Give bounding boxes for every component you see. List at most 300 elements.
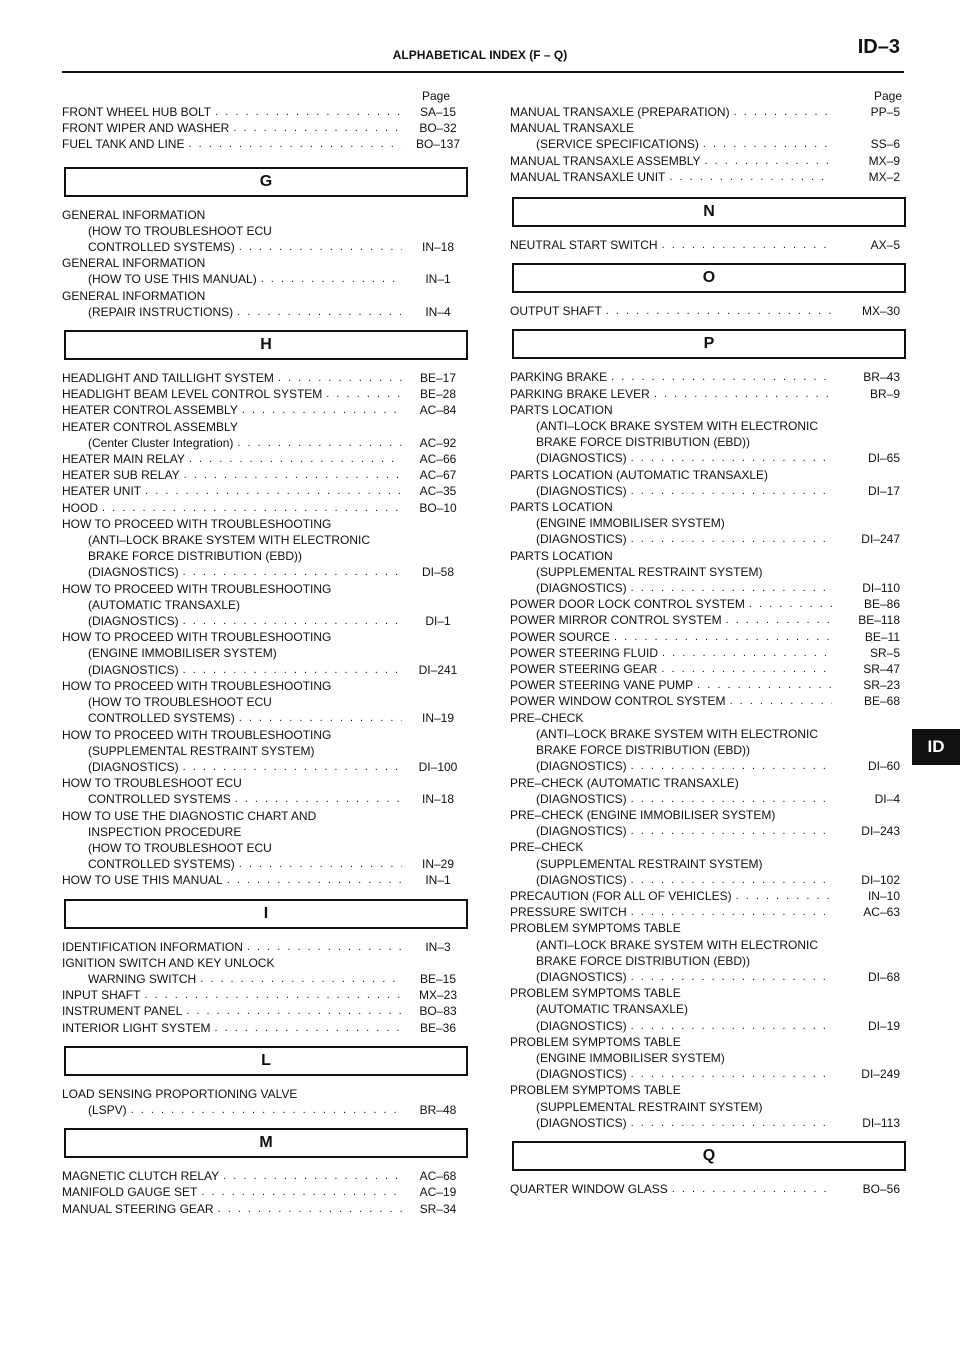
index-entry-line: (AUTOMATIC TRANSAXLE) [536,1002,689,1017]
dot-leader [184,467,402,483]
section-letter: O [702,269,716,287]
entry-title: HEADLIGHT BEAM LEVEL CONTROL SYSTEM [62,387,323,402]
index-entry [510,661,908,677]
section-letter: Q [702,1146,716,1164]
index-entry [62,402,470,418]
index-entry-line: PRE–CHECK (AUTOMATIC TRANSAXLE) [510,775,739,790]
entry-title: CONTROLLED SYSTEMS) [88,240,235,255]
index-entry [510,531,908,547]
entry-title: (DIAGNOSTICS) [88,662,179,677]
dot-leader [631,969,832,985]
entry-title: PARKING BRAKE LEVER [510,386,650,401]
index-entry [62,872,470,888]
index-entry-line: PARTS LOCATION [510,548,613,563]
page-ref: BE–17 [419,371,457,386]
entry-title: MANUAL TRANSAXLE UNIT [510,169,666,184]
page-ref: DI–4 [874,791,900,806]
index-entry [62,613,470,629]
index-entry [62,987,470,1003]
index-entry [510,791,908,807]
index-entry [510,677,908,693]
page-title: ALPHABETICAL INDEX (F – Q) [392,48,568,62]
entry-title: MANUAL TRANSAXLE ASSEMBLY [510,153,701,168]
dot-leader [183,759,402,775]
entry-title: PRECAUTION (FOR ALL OF VEHICLES) [510,888,732,903]
entry-title: HEATER SUB RELAY [62,468,180,483]
index-entry-line: HOW TO USE THE DIAGNOSTIC CHART AND [62,808,317,823]
dot-leader [247,939,402,955]
page-ref: PP–5 [870,105,900,119]
entry-title: (DIAGNOSTICS) [536,969,627,984]
section-letter: P [703,335,715,353]
page-code: ID–3 [857,36,900,58]
entry-title: IDENTIFICATION INFORMATION [62,939,243,954]
index-entry-line: PRE–CHECK (ENGINE IMMOBILISER SYSTEM) [510,807,776,822]
entry-title: (HOW TO USE THIS MANUAL) [88,272,257,287]
dot-leader [705,153,832,169]
index-entry-line: LOAD SENSING PROPORTIONING VALVE [62,1086,298,1101]
page-ref: AC–63 [863,905,900,920]
dot-leader [183,564,402,580]
dot-leader [661,661,832,677]
index-entry [62,1020,470,1036]
entry-title: PARKING BRAKE [510,370,608,385]
dot-leader [278,370,402,386]
index-entry-line: (SUPPLEMENTAL RESTRAINT SYSTEM) [536,1099,763,1114]
dot-leader [237,435,402,451]
entry-title: CONTROLLED SYSTEMS [88,792,231,807]
index-entry [62,662,470,678]
index-entry [510,645,908,661]
entry-title: (DIAGNOSTICS) [536,824,627,839]
index-entry [510,169,908,185]
left-column [62,88,470,1217]
dot-leader [186,1003,402,1019]
entry-title: (SERVICE SPECIFICATIONS) [536,137,699,152]
entry-title: FUEL TANK AND LINE [62,137,185,152]
page-ref: DI–58 [421,565,455,580]
page-ref: BR–43 [863,370,900,385]
index-entry [62,239,470,255]
dot-leader [631,872,832,888]
dot-leader [144,987,402,1003]
page-ref: BE–11 [864,629,900,644]
dot-leader [233,120,402,136]
section-header-n [512,197,906,227]
index-entry-line: HEATER CONTROL ASSEMBLY [62,419,238,434]
page-ref: IN–29 [421,857,455,872]
index-entry-line: PROBLEM SYMPTOMS TABLE [510,986,681,1001]
index-entry [62,370,470,386]
entry-title: (DIAGNOSTICS) [536,872,627,887]
index-entry [62,104,470,120]
page-ref: SS–6 [870,137,900,152]
index-entry [510,596,908,612]
section-letter: L [261,1051,271,1069]
page-ref: BO–10 [419,500,457,515]
page-ref: IN–19 [421,711,455,726]
page-ref: IN–3 [425,939,451,954]
index-entry-line: PROBLEM SYMPTOMS TABLE [510,1083,681,1098]
section-tab: ID [912,729,960,765]
page-ref: AC–66 [419,452,457,467]
index-entry [510,969,908,985]
page-ref: DI–60 [867,759,900,774]
index-entry [62,500,470,516]
index-entry [62,271,470,287]
dot-leader [239,239,402,255]
page-ref: SR–23 [863,678,900,693]
entry-title: (DIAGNOSTICS) [88,614,179,629]
section-header-p [512,329,906,359]
page-ref: IN–1 [425,873,451,888]
dot-leader [631,823,832,839]
dot-leader [189,451,402,467]
dot-leader [749,596,832,612]
index-entry [510,693,908,709]
entry-title: HEATER MAIN RELAY [62,452,185,467]
index-entry-line: BRAKE FORCE DISTRIBUTION (EBD)) [88,549,303,564]
index-entry [62,939,470,955]
dot-leader [214,1020,402,1036]
index-entry-line: (SUPPLEMENTAL RESTRAINT SYSTEM) [536,564,763,579]
entry-title: MANIFOLD GAUGE SET [62,1185,198,1200]
section-letter: H [260,336,272,354]
page-ref: AC–84 [419,403,457,418]
page-ref: IN–4 [425,304,451,319]
entry-title: (DIAGNOSTICS) [88,759,179,774]
index-entry [62,304,470,320]
entry-title: (REPAIR INSTRUCTIONS) [88,304,234,319]
index-entry [510,1066,908,1082]
page-ref: MX–9 [868,153,900,168]
dot-leader [631,531,832,547]
entry-title: WARNING SWITCH [88,971,197,986]
dot-leader [662,237,832,253]
entry-title: INSTRUMENT PANEL [62,1004,183,1019]
dot-leader [223,1168,402,1184]
entry-title: MANUAL STEERING GEAR [62,1201,214,1216]
section-header-q [512,1141,906,1171]
index-entry [62,1201,470,1217]
index-entry [510,369,908,385]
page-ref: BE–36 [419,1020,457,1035]
entry-title: POWER SOURCE [510,629,611,644]
page-ref: SR–5 [869,645,900,660]
index-entry-line: (SUPPLEMENTAL RESTRAINT SYSTEM) [88,743,315,758]
entry-title: PRESSURE SWITCH [510,905,627,920]
index-entry-line: (ANTI–LOCK BRAKE SYSTEM WITH ELECTRONIC [88,533,371,548]
index-entry-line: (SUPPLEMENTAL RESTRAINT SYSTEM) [536,856,763,871]
page-ref: BO–137 [415,137,461,152]
entry-title: (DIAGNOSTICS) [536,532,627,547]
index-entry [510,612,908,628]
page-ref: MX–23 [418,988,458,1003]
index-entry [510,1018,908,1034]
entry-title: CONTROLLED SYSTEMS) [88,711,235,726]
page-column-header: Page [421,89,450,103]
index-entry-line: HOW TO PROCEED WITH TROUBLESHOOTING [62,516,332,531]
page-ref: DI–110 [862,581,900,596]
dot-leader [606,303,832,319]
entry-title: MANUAL TRANSAXLE (PREPARATION) [510,105,730,119]
index-entry-line: (HOW TO TROUBLESHOOT ECU [88,223,272,238]
page-ref: BR–48 [419,1102,457,1117]
index-entry-line: HOW TO PROCEED WITH TROUBLESHOOTING [62,630,332,645]
dot-leader [218,1201,402,1217]
dot-leader [631,1018,832,1034]
dot-leader [239,710,402,726]
entry-title: (DIAGNOSTICS) [536,791,627,806]
dot-leader [654,386,832,402]
index-entry-line: PRE–CHECK [510,840,584,855]
dot-leader [631,483,832,499]
index-entry-line: PARTS LOCATION [510,500,613,515]
dot-leader [631,1066,832,1082]
dot-leader [697,677,832,693]
dot-leader [631,580,832,596]
dot-leader [227,872,402,888]
page-ref: BO–56 [862,1181,900,1196]
section-letter: M [259,1134,273,1152]
section-header-l [64,1046,468,1076]
dot-leader [631,450,832,466]
index-entry [510,1115,908,1131]
index-entry-line: GENERAL INFORMATION [62,256,206,271]
index-entry [62,1003,470,1019]
entry-title: (LSPV) [88,1102,127,1117]
index-entry-line: GENERAL INFORMATION [62,207,206,222]
dot-leader [631,904,832,920]
entry-title: QUARTER WINDOW GLASS [510,1181,668,1196]
dot-leader [242,402,402,418]
index-entry-line: IGNITION SWITCH AND KEY UNLOCK [62,955,275,970]
index-entry-line: (ANTI–LOCK BRAKE SYSTEM WITH ELECTRONIC [536,419,819,434]
page-ref: DI–68 [867,969,900,984]
entry-title: (DIAGNOSTICS) [536,451,627,466]
section-header-g [64,167,468,197]
entry-title: POWER WINDOW CONTROL SYSTEM [510,694,726,709]
right-column [510,88,908,1197]
page-ref: BE–118 [858,613,900,628]
page-ref: AC–92 [419,435,457,450]
index-entry [62,971,470,987]
index-entry-line: (ENGINE IMMOBILISER SYSTEM) [88,646,277,661]
index-entry [510,904,908,920]
index-entry [62,467,470,483]
index-entry-line: PRE–CHECK [510,710,584,725]
page-ref: BO–83 [419,1004,457,1019]
index-entry [62,120,470,136]
dot-leader [201,1184,402,1200]
entry-title: MAGNETIC CLUTCH RELAY [62,1169,220,1184]
index-entry [62,483,470,499]
page-ref: AC–68 [419,1169,457,1184]
index-entry-line: INSPECTION PROCEDURE [88,824,242,839]
page-ref: IN–18 [421,792,455,807]
entry-title: FRONT WIPER AND WASHER [62,121,230,136]
page-ref: BO–32 [419,121,457,136]
page-ref: AC–67 [419,468,457,483]
dot-leader [736,888,832,904]
index-entry [510,823,908,839]
page-ref: IN–18 [421,240,455,255]
page-ref: DI–102 [861,872,900,887]
index-entry [510,153,908,169]
section-header-i [64,899,468,929]
index-entry-line: GENERAL INFORMATION [62,288,206,303]
dot-leader [672,1181,832,1197]
dot-leader [102,500,402,516]
page-ref: DI–243 [861,824,900,839]
page-ref: DI–19 [867,1018,900,1033]
index-entry [510,629,908,645]
page-ref: DI–247 [861,532,900,547]
entry-title: HEATER CONTROL ASSEMBLY [62,403,238,418]
index-entry [62,1102,470,1118]
page-ref: DI–65 [867,451,900,466]
index-entry [510,483,908,499]
entry-title: HOW TO USE THIS MANUAL [62,873,223,888]
entry-title: NEUTRAL START SWITCH [510,238,658,253]
page-ref: DI–113 [862,1115,900,1130]
dot-leader [631,758,832,774]
dot-leader [237,304,402,320]
index-entry-line: BRAKE FORCE DISTRIBUTION (EBD)) [536,435,751,450]
dot-leader [703,136,832,152]
index-entry-line: BRAKE FORCE DISTRIBUTION (EBD)) [536,743,751,758]
page-ref: DI–241 [418,662,458,677]
entry-title: POWER STEERING FLUID [510,645,659,660]
index-entry [62,759,470,775]
index-entry [510,136,908,152]
entry-title: POWER DOOR LOCK CONTROL SYSTEM [510,597,745,612]
page-column-header: Page [873,89,902,103]
index-entry [62,136,470,152]
page-ref: AX–5 [870,238,900,253]
dot-leader [631,791,832,807]
entry-title: HOOD [62,500,98,515]
index-entry [62,451,470,467]
dot-leader [662,645,832,661]
index-entry-line: (ANTI–LOCK BRAKE SYSTEM WITH ELECTRONIC [536,937,819,952]
index-entry [510,872,908,888]
index-entry [62,856,470,872]
header-rule [62,71,904,73]
dot-leader [631,1115,832,1131]
index-entry-line: (ENGINE IMMOBILISER SYSTEM) [536,516,725,531]
dot-leader [200,971,402,987]
page-ref: IN–10 [867,888,900,903]
index-entry [62,710,470,726]
page-ref: SR–47 [863,662,900,677]
dot-leader [239,856,402,872]
entry-title: (DIAGNOSTICS) [536,483,627,498]
index-entry [62,1184,470,1200]
index-entry [510,1181,908,1197]
index-entry-line: (ANTI–LOCK BRAKE SYSTEM WITH ELECTRONIC [536,726,819,741]
section-letter: N [703,203,715,221]
dot-leader [188,136,402,152]
dot-leader [326,386,402,402]
entry-title: (Center Cluster Integration) [88,435,234,450]
index-entry [510,580,908,596]
index-entry-line: (HOW TO TROUBLESHOOT ECU [88,695,272,710]
index-entry [510,104,908,120]
entry-title: CONTROLLED SYSTEMS) [88,857,235,872]
index-entry [62,564,470,580]
dot-leader [183,662,402,678]
index-entry [510,758,908,774]
dot-leader [145,483,402,499]
index-entry [510,303,908,319]
index-entry-line: PROBLEM SYMPTOMS TABLE [510,921,681,936]
index-entry-line: HOW TO PROCEED WITH TROUBLESHOOTING [62,678,332,693]
entry-title: POWER MIRROR CONTROL SYSTEM [510,613,722,628]
dot-leader [215,104,402,120]
dot-leader [131,1102,402,1118]
index-entry-line: (ENGINE IMMOBILISER SYSTEM) [536,1050,725,1065]
dot-leader [734,104,832,120]
section-header-m [64,1128,468,1158]
entry-title: OUTPUT SHAFT [510,304,602,319]
page-ref: BE–86 [863,597,900,612]
entry-title: HEADLIGHT AND TAILLIGHT SYSTEM [62,371,274,386]
entry-title: (DIAGNOSTICS) [536,1067,627,1082]
page-ref: BE–68 [863,694,900,709]
section-header-h [64,330,468,360]
section-letter: G [259,172,273,190]
dot-leader [614,629,832,645]
page-ref: DI–249 [861,1067,900,1082]
dot-leader [730,693,832,709]
page-ref: SR–34 [419,1201,457,1216]
index-entry-line: MANUAL TRANSAXLE [510,121,635,136]
page-ref: DI–1 [425,614,451,629]
entry-title: FRONT WHEEL HUB BOLT [62,105,212,119]
dot-leader [235,791,402,807]
entry-title: HEATER UNIT [62,484,142,499]
index-entry-line: HOW TO TROUBLESHOOT ECU [62,776,242,791]
index-entry [62,791,470,807]
entry-title: POWER STEERING GEAR [510,662,658,677]
page-ref: MX–30 [861,304,900,319]
page-ref: IN–1 [425,272,451,287]
page-ref: DI–100 [418,759,458,774]
dot-leader [669,169,832,185]
page-ref: BR–9 [869,386,900,401]
entry-title: (DIAGNOSTICS) [88,565,179,580]
index-entry-line: PARTS LOCATION [510,402,613,417]
page-ref: SA–15 [419,105,457,119]
index-entry [510,450,908,466]
index-entry-line: HOW TO PROCEED WITH TROUBLESHOOTING [62,581,332,596]
section-header-o [512,263,906,293]
page-ref: AC–35 [419,484,457,499]
index-entry [510,888,908,904]
page-ref: BE–28 [419,387,457,402]
dot-leader [726,612,832,628]
entry-title: (DIAGNOSTICS) [536,581,627,596]
entry-title: (DIAGNOSTICS) [536,1018,627,1033]
entry-title: (DIAGNOSTICS) [536,759,627,774]
entry-title: INPUT SHAFT [62,988,141,1003]
index-entry-line: (HOW TO TROUBLESHOOT ECU [88,840,272,855]
index-entry-line: PARTS LOCATION (AUTOMATIC TRANSAXLE) [510,467,769,482]
index-entry-line: (AUTOMATIC TRANSAXLE) [88,597,241,612]
dot-leader [611,369,832,385]
index-entry [62,435,470,451]
